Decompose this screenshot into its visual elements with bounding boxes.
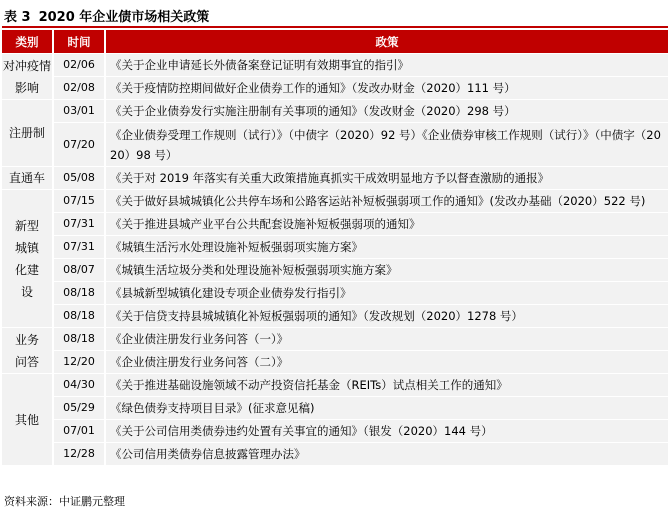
date-cell: 08/18 xyxy=(54,305,106,327)
date-cell: 07/31 xyxy=(54,213,106,235)
category-cell: 业务问答 xyxy=(2,328,54,373)
policy-cell: 《关于公司信用类债券违约处置有关事宜的通知》（银发（2020）144 号） xyxy=(106,420,668,442)
policy-cell: 《关于推进基础设施领域不动产投资信托基金（REITs）试点相关工作的通知》 xyxy=(106,374,668,396)
table-row xyxy=(2,443,668,465)
table-row xyxy=(2,305,668,327)
table-row xyxy=(2,420,668,442)
table-row xyxy=(2,328,668,350)
policy-cell: 《关于企业债券发行实施注册制有关事项的通知》（发改财金（2020）298 号） xyxy=(106,100,668,122)
date-cell: 05/29 xyxy=(54,397,106,419)
policy-cell: 《关于推进县城产业平台公共配套设施补短板强弱项的通知》 xyxy=(106,213,668,235)
date-cell: 02/06 xyxy=(54,54,106,76)
policy-cell: 《企业债券受理工作规则（试行）》（中债字（2020）92 号）《企业债券审核工作规则（试行）》（中债字（2020）98 号） xyxy=(106,123,668,166)
table-row xyxy=(2,351,668,373)
table-row xyxy=(2,54,668,76)
date-cell: 07/31 xyxy=(54,236,106,258)
category-cell: 直通车 xyxy=(2,167,54,189)
date-cell: 04/30 xyxy=(54,374,106,396)
policy-cell: 《关于对 2019 年落实有关重大政策措施真抓实干成效明显地方予以督查激励的通报》 xyxy=(106,167,668,189)
date-cell: 08/18 xyxy=(54,282,106,304)
date-cell: 12/28 xyxy=(54,443,106,465)
date-cell: 08/18 xyxy=(54,328,106,350)
table-heading: 2020 年企业债市场相关政策 xyxy=(38,10,210,25)
header-policy: 政策 xyxy=(106,30,668,53)
table-row xyxy=(2,100,668,122)
source-note: 资料来源：中证鹏元整理 xyxy=(4,495,125,508)
policy-cell: 《绿色债券支持项目目录》(征求意见稿) xyxy=(106,397,668,419)
category-cell: 新型城镇化建设 xyxy=(2,190,54,327)
table-row xyxy=(2,397,668,419)
date-cell: 07/20 xyxy=(54,123,106,166)
date-cell: 03/01 xyxy=(54,100,106,122)
date-cell: 05/08 xyxy=(54,167,106,189)
policy-cell: 《关于疫情防控期间做好企业债券工作的通知》（发改办财金（2020）111 号） xyxy=(106,77,668,99)
table-row xyxy=(2,282,668,304)
top-rule xyxy=(2,26,668,28)
table-title xyxy=(4,6,209,24)
policy-cell: 《关于信贷支持县城城镇化补短板强弱项的通知》（发改规划（2020）1278 号） xyxy=(106,305,668,327)
date-cell: 08/07 xyxy=(54,259,106,281)
date-cell: 07/15 xyxy=(54,190,106,212)
table-row xyxy=(2,190,668,212)
policy-cell: 《公司信用类债券信息披露管理办法》 xyxy=(106,443,668,465)
header-time: 时间 xyxy=(54,30,106,53)
category-cell: 注册制 xyxy=(2,100,54,166)
date-cell: 07/01 xyxy=(54,420,106,442)
table-row xyxy=(2,167,668,189)
policy-cell: 《城镇生活垃圾分类和处理设施补短板强弱项实施方案》 xyxy=(106,259,668,281)
policy-cell: 《关于企业申请延长外债备案登记证明有效期事宜的指引》 xyxy=(106,54,668,76)
table-row xyxy=(2,374,668,396)
policy-cell: 《企业债注册发行业务问答（一）》 xyxy=(106,328,668,350)
table-row xyxy=(2,123,668,166)
date-cell: 02/08 xyxy=(54,77,106,99)
table-label: 表 3 xyxy=(4,10,31,25)
header-row xyxy=(2,30,668,53)
header-category: 类别 xyxy=(2,30,54,53)
date-cell: 12/20 xyxy=(54,351,106,373)
policy-cell: 《城镇生活污水处理设施补短板强弱项实施方案》 xyxy=(106,236,668,258)
policy-cell: 《关于做好县城城镇化公共停车场和公路客运站补短板强弱项工作的通知》(发改办基础（2020）522 号) xyxy=(106,190,668,212)
policy-table xyxy=(2,29,668,466)
table-row xyxy=(2,259,668,281)
table-row xyxy=(2,213,668,235)
policy-cell: 《企业债注册发行业务问答（二）》 xyxy=(106,351,668,373)
table-row xyxy=(2,77,668,99)
policy-cell: 《县城新型城镇化建设专项企业债券发行指引》 xyxy=(106,282,668,304)
category-cell: 其他 xyxy=(2,374,54,465)
table-row xyxy=(2,236,668,258)
category-cell: 对冲疫情影响 xyxy=(2,54,54,99)
